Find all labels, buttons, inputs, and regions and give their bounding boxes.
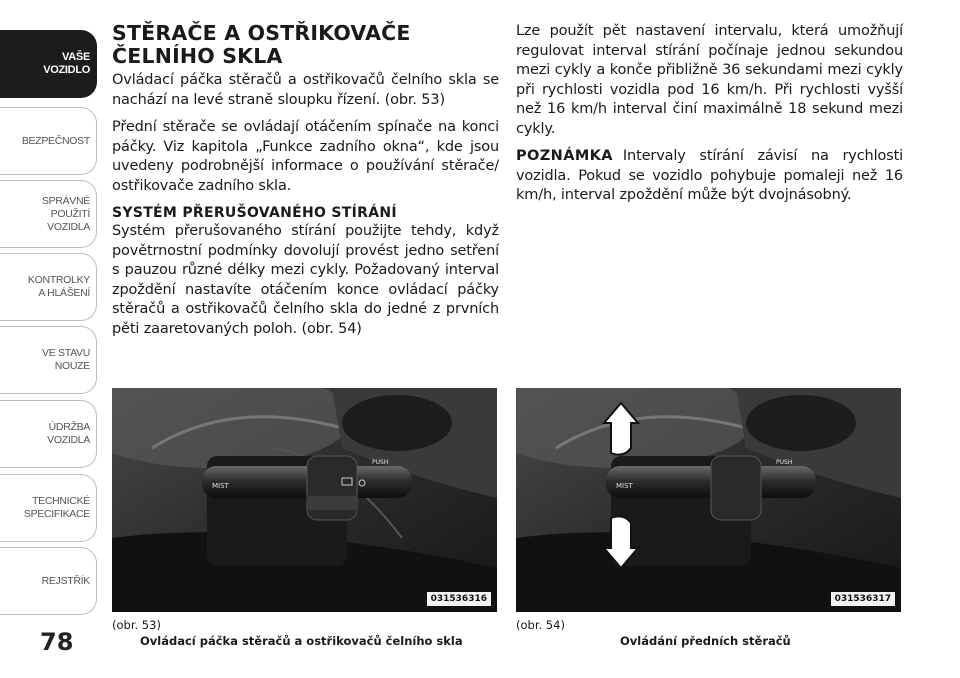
figure-ref: (obr. 54) bbox=[516, 618, 565, 632]
stalk-label-mist: MIST bbox=[212, 482, 229, 490]
tab-label: BEZPEČNOST bbox=[21, 134, 90, 147]
tab-label: TECHNICKÉ SPECIFIKACE bbox=[23, 495, 90, 520]
note bbox=[516, 147, 903, 206]
tab-label: REJSTŘÍK bbox=[41, 574, 90, 587]
tab-label: ÚDRŽBA VOZIDLA bbox=[47, 421, 90, 446]
stalk-label-mist: MIST bbox=[616, 482, 633, 490]
tab-label: KONTROLKY A HLÁŠENÍ bbox=[27, 274, 90, 299]
tab-bezpecnost[interactable] bbox=[0, 107, 97, 175]
stalk-label-push: PUSH bbox=[776, 459, 793, 466]
tab-ve-stavu-nouze[interactable] bbox=[0, 326, 97, 394]
tab-rejstrik[interactable] bbox=[0, 547, 97, 615]
paragraph: Přední stěrače se ovládají otáčením spínače na konci páčky. Viz kapitola „Funkce zadního okna“, kde jsou uvedeny podrobnější informace o používání stěrače/ ostřikovače zadního skla. bbox=[112, 119, 499, 194]
figure-caption: Ovládání předních stěračů bbox=[620, 634, 791, 648]
paragraph: Lze použít pět nastavení intervalu, která umožňují regulovat interval stírání počínaje jednou sekundou mezi cykly a konče přibližně 36 sekundami mezi cykly při rychlosti vozidla pod 16 km/h. Při rychlosti vyšší než 16 km/h interval činí maximálně 18 sekund mezi cykly. bbox=[516, 23, 903, 137]
front-wipers-photo bbox=[516, 388, 901, 612]
tab-kontrolky[interactable] bbox=[0, 253, 97, 321]
section-heading: STĚRAČE A OSTŘIKOVAČE ČELNÍHO SKLA bbox=[112, 21, 411, 68]
figure-wiper-stalk bbox=[112, 388, 497, 612]
figure-code: 031536317 bbox=[831, 592, 895, 606]
paragraph: Ovládací páčka stěračů a ostřikovačů čelního skla se nachází na levé straně sloupku řízení. (obr. 53) bbox=[112, 72, 499, 108]
paragraph: Systém přerušovaného stírání použijte tehdy, když povětrnostní podmínky dovolují provést jedno setření s pauzou různé délky mezi cykly. Požadovaný interval zpoždění nastavíte otáčením konce ovládací páčky stěračů a ostřikovačů čelního skla do jedné z prvních pěti zaaretovaných poloh. (obr. 54) bbox=[112, 223, 499, 337]
right-column bbox=[516, 22, 903, 214]
tab-spravne-pouziti[interactable] bbox=[0, 180, 97, 248]
subsection-heading: SYSTÉM PŘERUŠOVANÉHO STÍRÁNÍ bbox=[112, 205, 397, 221]
note-label: POZNÁMKA bbox=[516, 148, 613, 164]
wiper-stalk-photo bbox=[112, 388, 497, 612]
figure-code: 031536316 bbox=[427, 592, 491, 606]
tab-label: VAŠE VOZIDLO bbox=[43, 51, 90, 76]
figure-front-wipers bbox=[516, 388, 901, 612]
figure-caption: Ovládací páčka stěračů a ostřikovačů čelního skla bbox=[140, 634, 463, 648]
tab-vase-vozidlo[interactable] bbox=[0, 30, 97, 98]
figure-ref: (obr. 53) bbox=[112, 618, 161, 632]
tab-technicke-specifikace[interactable] bbox=[0, 474, 97, 542]
chapter-sidebar bbox=[0, 0, 100, 678]
tab-label: SPRÁVNÉ POUŽITÍ VOZIDLA bbox=[41, 194, 90, 233]
note-text: Intervaly stírání závisí na rychlosti vozidla. Pokud se vozidlo pohybuje pomaleji než 16 km/h, interval zpoždění může být dvojnásobný. bbox=[516, 148, 903, 203]
left-column bbox=[112, 22, 499, 347]
tab-udrzba[interactable] bbox=[0, 400, 97, 468]
page-number: 78 bbox=[40, 628, 74, 656]
tab-label: VE STAVU NOUZE bbox=[42, 347, 90, 372]
stalk-label-push: PUSH bbox=[372, 459, 389, 466]
